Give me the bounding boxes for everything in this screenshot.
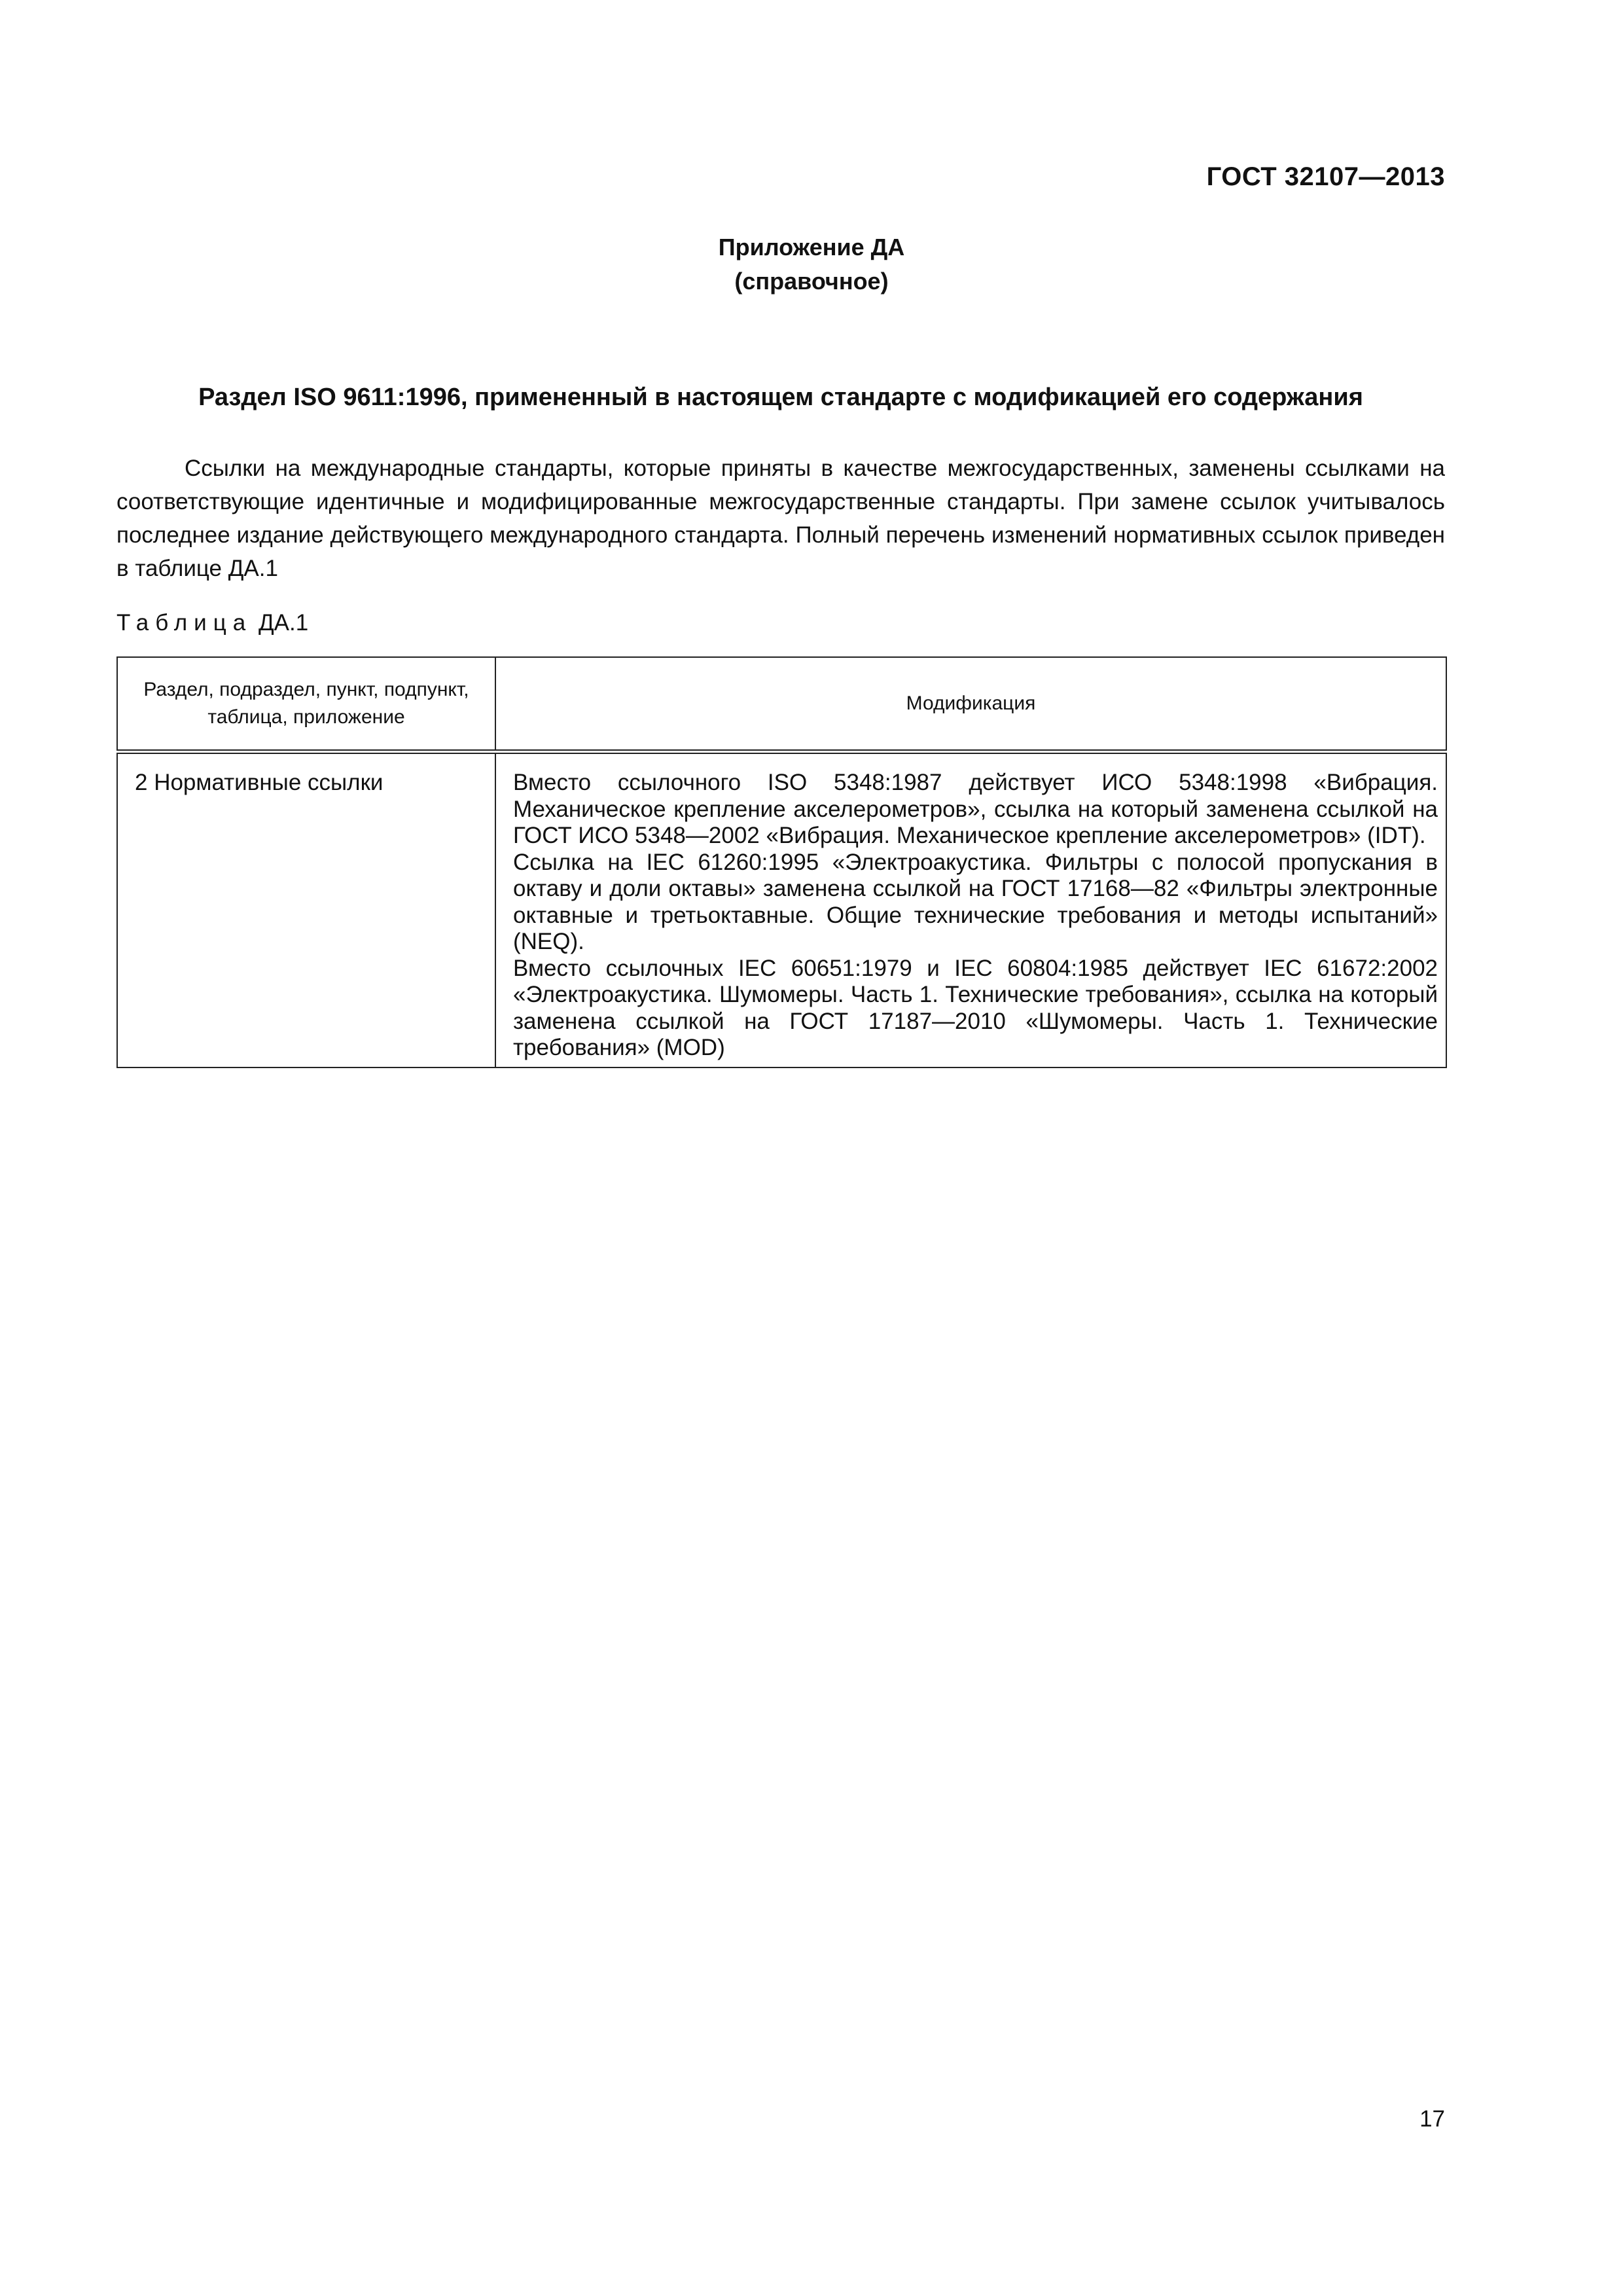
page-number: 17 <box>1419 2106 1445 2132</box>
section-title: Раздел ISO 9611:1996, примененный в настоящем стандарте с модификацией его содержания <box>198 384 1363 411</box>
appendix-title: Приложение ДА <box>718 234 905 260</box>
modifications-table <box>116 656 1447 1068</box>
modification-item: Вместо ссылочного ISO 5348:1987 действует ИСО 5348:1998 «Вибрация. Механическое крепление акселерометров», ссылка на который заменена ссылкой на ГОСТ ИСО 5348—2002 «Вибрация. Механическое крепление акселерометров» (IDT). <box>513 770 1438 848</box>
appendix-heading <box>0 230 1623 298</box>
table-header-row <box>117 657 1446 752</box>
header-section-cell: Раздел, подраздел, пункт, подпункт, таблица, приложение <box>117 657 495 752</box>
modification-item: Ссылка на IEC 61260:1995 «Электроакустика. Фильтры с полосой пропускания в октаву и доли октавы» заменена ссылкой на ГОСТ 17168—82 «Фильтры электронные октавные и третьоктавные. Общие технические требования и методы испытаний» (NEQ). <box>513 849 1438 954</box>
table-row <box>117 752 1446 1067</box>
row-section-cell: 2 Нормативные ссылки <box>117 752 495 1067</box>
appendix-subtitle: (справочное) <box>734 268 889 295</box>
modification-item: Вместо ссылочных IEC 60651:1979 и IEC 60804:1985 действует IEC 61672:2002 «Электроакустика. Шумомеры. Часть 1. Технические требования», ссылка на который заменена ссылкой на ГОСТ 17187—2010 «Шумомеры. Часть 1. Технические требования» (MOD) <box>513 955 1438 1060</box>
table-caption-word: Таблица <box>116 610 253 636</box>
header-modification-cell: Модификация <box>495 657 1446 752</box>
document-code: ГОСТ 32107—2013 <box>1206 162 1445 191</box>
intro-paragraph: Ссылки на международные стандарты, которые приняты в качестве межгосударственных, заменены ссылками на соответствующие идентичные и модифицированные межгосударственные стандарты. При замене ссылок учитывалось последнее издание действующего международного стандарта. Полный перечень изменений нормативных ссылок приведен в таблице ДА.1 <box>116 456 1445 581</box>
row-modification-cell <box>495 752 1446 1067</box>
table-caption-number: ДА.1 <box>258 610 309 636</box>
table-caption <box>116 610 308 636</box>
